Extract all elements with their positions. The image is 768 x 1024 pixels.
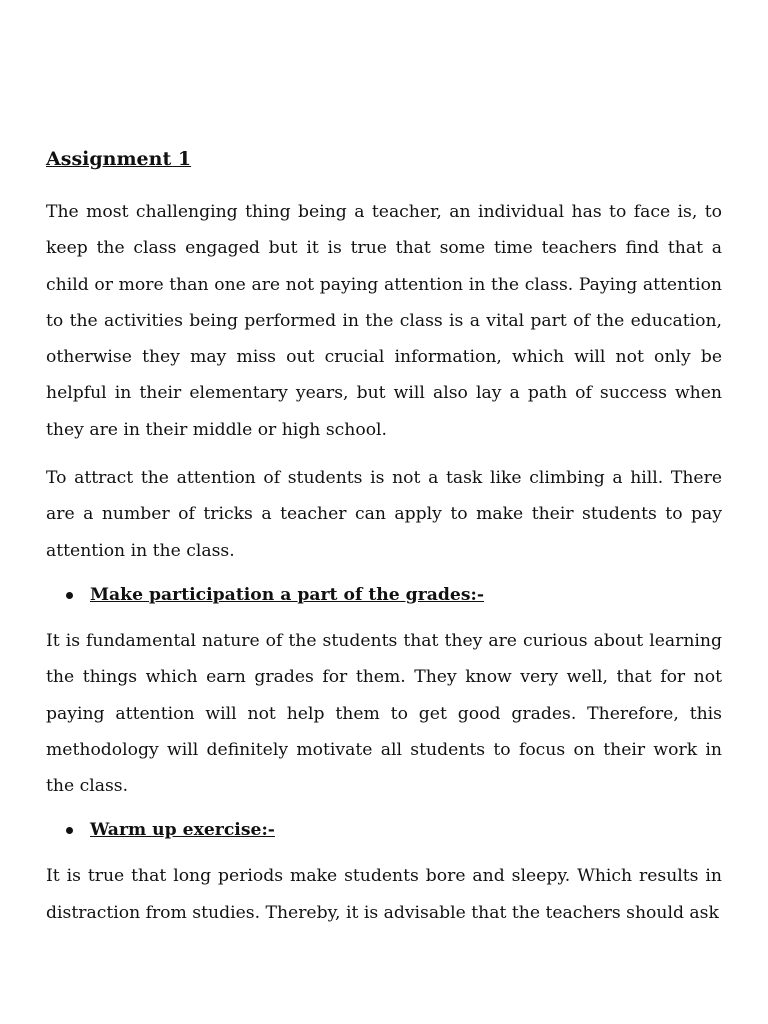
paragraph-attention-tricks: To attract the attention of students is not a task like climbing a hill. There are a number of tricks a teacher can apply to make their students to pay attention in the class. [46,468,722,561]
paragraph-participation: It is fundamental nature of the students that they are curious about learning the things which earn grades for them. They know very well, that for not paying attention will not help them to get good grades. Therefore, this methodology will definitely motivate all students to focus on their work in the class. [46,630,722,797]
bullet-heading: Warm up exercise:- [90,820,275,841]
bullet-heading: Make participation a part of the grades:- [90,584,484,605]
bullet-warm-up-exercise [46,816,722,844]
paragraph-warm-up: It is true that long periods make students bore and sleepy. Which results in distraction from studies. Thereby, it is advisable that the teachers should ask [46,866,722,923]
bullet-participation-grades [46,581,722,609]
bullet-dot-icon [66,592,73,599]
document-page [46,144,722,943]
paragraph-intro: The most challenging thing being a teacher, an individual has to face is, to keep the class engaged but it is true that some time teachers find that a child or more than one are not paying attention in the class. Paying attention to the activities being performed in the class is a vital part of the education, otherwise they may miss out crucial information, which will not only be helpful in their elementary years, but will also lay a path of success when they are in their middle or high school. [46,202,722,440]
document-title: Assignment 1 [46,148,192,170]
bullet-dot-icon [66,827,73,834]
